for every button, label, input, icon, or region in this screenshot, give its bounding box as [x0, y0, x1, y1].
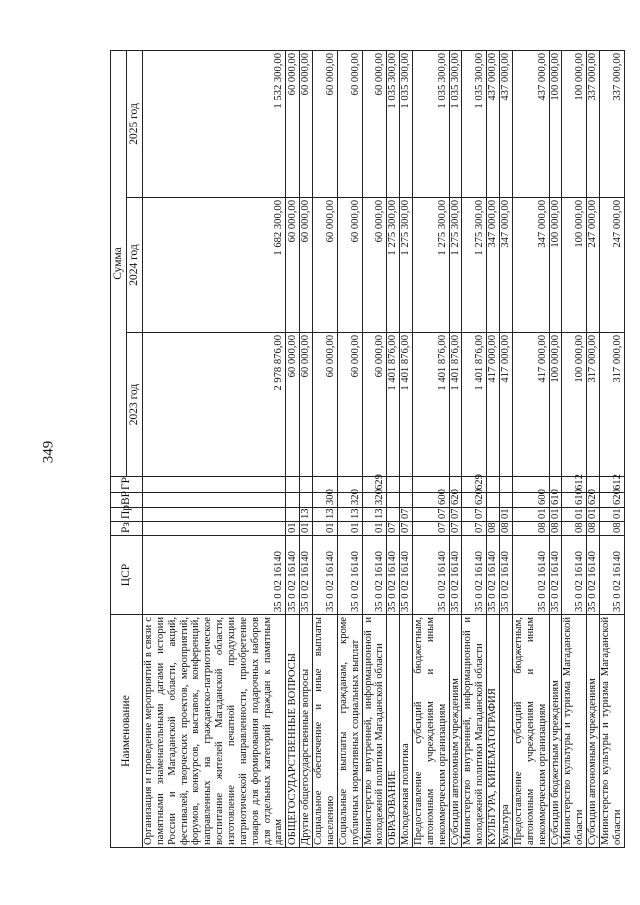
table-row [362, 50, 387, 847]
cell-pr [387, 508, 400, 522]
cell-y2025: 60 000,00 [337, 50, 362, 197]
cell-pr: 13 [300, 508, 313, 522]
cell-pr: 01 [562, 508, 587, 522]
cell-vr: 300 [313, 493, 338, 508]
cell-y2023: 60 000,00 [300, 333, 313, 477]
col-header-gr: ГР [111, 477, 143, 493]
cell-y2025: 437 000,00 [487, 50, 500, 197]
cell-y2025: 60 000,00 [313, 50, 338, 197]
cell-rz: 08 [599, 522, 624, 536]
cell-vr: 620 [587, 493, 600, 508]
cell-y2024: 1 275 300,00 [387, 198, 400, 333]
cell-csr: 35 0 02 16140 [300, 536, 313, 615]
cell-y2024: 1 275 300,00 [413, 198, 450, 333]
cell-name: Организация и проведение мероприятий в связи с памятными знаменательными датами истории России и Магаданской области, акций, фестивалей, творческих проектов, мероприятий, форумов, конкурсов, выставок, конференций, направленных на гражданско-патриотическое воспитание жителей Магаданской области, изготовление печатной продукции патриотической направленности, приобретение товаров для формирования подарочных наборов для отдельных категорий граждан к памятным датам [143, 615, 286, 848]
cell-csr: 35 0 02 16140 [413, 536, 450, 615]
rotated-table-container [110, 51, 623, 848]
cell-y2024: 100 000,00 [549, 198, 562, 333]
cell-y2025: 1 035 300,00 [413, 50, 450, 197]
cell-name: Молодежная политика [400, 615, 413, 848]
cell-y2024: 1 275 300,00 [400, 198, 413, 333]
table-row [413, 50, 450, 847]
col-header-name: Наименование [111, 615, 143, 848]
cell-rz: 08 [562, 522, 587, 536]
table-body [143, 50, 625, 847]
cell-pr: 01 [512, 508, 549, 522]
cell-vr [143, 493, 286, 508]
cell-csr: 35 0 02 16140 [143, 536, 286, 615]
col-header-csr: ЦСР [111, 536, 143, 615]
cell-y2023: 1 401 876,00 [400, 333, 413, 477]
cell-name: КУЛЬТУРА, КИНЕМАТОГРАФИЯ [487, 615, 500, 848]
cell-csr: 35 0 02 16140 [599, 536, 624, 615]
cell-name: Министерство внутренней, информационной и молодежной политики Магаданской области [362, 615, 387, 848]
col-header-sum: Сумма [111, 50, 127, 476]
budget-table [110, 50, 625, 848]
cell-rz: 08 [587, 522, 600, 536]
cell-name: Министерство культуры и туризма Магаданской области [562, 615, 587, 848]
cell-pr: 13 [313, 508, 338, 522]
cell-gr: 629 [462, 477, 487, 493]
table-row [500, 50, 513, 847]
cell-rz: 08 [512, 522, 549, 536]
cell-rz: 08 [487, 522, 500, 536]
cell-vr: 620 [449, 493, 462, 508]
cell-vr [487, 493, 500, 508]
cell-y2023: 417 000,00 [500, 333, 513, 477]
cell-gr [487, 477, 500, 493]
col-header-2025: 2025 год [127, 50, 143, 197]
cell-csr: 35 0 02 16140 [487, 536, 500, 615]
cell-csr: 35 0 02 16140 [587, 536, 600, 615]
cell-y2025: 100 000,00 [562, 50, 587, 197]
cell-y2024: 60 000,00 [362, 198, 387, 333]
cell-rz: 08 [500, 522, 513, 536]
cell-pr: 01 [599, 508, 624, 522]
cell-rz: 07 [413, 522, 450, 536]
cell-vr: 610 [562, 493, 587, 508]
cell-y2025: 337 000,00 [599, 50, 624, 197]
cell-y2023: 60 000,00 [362, 333, 387, 477]
cell-y2025: 1 035 300,00 [400, 50, 413, 197]
cell-vr [286, 493, 300, 508]
col-header-rz: Рз [111, 522, 143, 536]
header-row-top [111, 50, 127, 847]
cell-y2025: 1 532 300,00 [143, 50, 286, 197]
cell-csr: 35 0 02 16140 [449, 536, 462, 615]
cell-pr: 01 [549, 508, 562, 522]
cell-y2025: 437 000,00 [500, 50, 513, 197]
cell-y2024: 347 000,00 [487, 198, 500, 333]
cell-csr: 35 0 02 16140 [337, 536, 362, 615]
cell-pr: 13 [337, 508, 362, 522]
cell-y2024: 247 000,00 [587, 198, 600, 333]
cell-gr [300, 477, 313, 493]
table-row [300, 50, 313, 847]
cell-rz: 01 [300, 522, 313, 536]
cell-rz: 01 [337, 522, 362, 536]
cell-name: ОБЩЕГОСУДАРСТВЕННЫЕ ВОПРОСЫ [286, 615, 300, 848]
cell-y2025: 60 000,00 [286, 50, 300, 197]
cell-y2023: 100 000,00 [549, 333, 562, 477]
cell-name: Субсидии автономным учреждениям [587, 615, 600, 848]
cell-rz: 01 [313, 522, 338, 536]
cell-gr [387, 477, 400, 493]
cell-csr: 35 0 02 16140 [549, 536, 562, 615]
cell-csr: 35 0 02 16140 [512, 536, 549, 615]
cell-y2024: 1 682 300,00 [143, 198, 286, 333]
cell-y2023: 317 000,00 [599, 333, 624, 477]
cell-name: Другие общегосударственные вопросы [300, 615, 313, 848]
cell-y2024: 1 275 300,00 [462, 198, 487, 333]
table-row [599, 50, 624, 847]
table-row [462, 50, 487, 847]
table-row [487, 50, 500, 847]
cell-rz [143, 522, 286, 536]
cell-y2023: 60 000,00 [286, 333, 300, 477]
cell-rz: 01 [286, 522, 300, 536]
cell-name: Субсидии автономным учреждениям [449, 615, 462, 848]
cell-y2025: 437 000,00 [512, 50, 549, 197]
cell-vr: 600 [413, 493, 450, 508]
cell-y2023: 1 401 876,00 [413, 333, 450, 477]
cell-name: Социальные выплаты гражданам, кроме публичных нормативных социальных выплат [337, 615, 362, 848]
cell-gr: 612 [562, 477, 587, 493]
cell-name: Министерство культуры и туризма Магаданской области [599, 615, 624, 848]
cell-y2023: 317 000,00 [587, 333, 600, 477]
cell-vr: 610 [549, 493, 562, 508]
cell-gr: 612 [599, 477, 624, 493]
table-row [512, 50, 549, 847]
cell-y2023: 1 401 876,00 [387, 333, 400, 477]
cell-y2023: 100 000,00 [562, 333, 587, 477]
cell-y2023: 2 978 876,00 [143, 333, 286, 477]
table-row [449, 50, 462, 847]
cell-rz: 07 [387, 522, 400, 536]
cell-gr [400, 477, 413, 493]
table-row [337, 50, 362, 847]
cell-name: ОБРАЗОВАНИЕ [387, 615, 400, 848]
table-row [286, 50, 300, 847]
cell-y2024: 347 000,00 [512, 198, 549, 333]
cell-vr [500, 493, 513, 508]
cell-pr: 07 [413, 508, 450, 522]
table-row [549, 50, 562, 847]
cell-csr: 35 0 02 16140 [462, 536, 487, 615]
cell-y2024: 60 000,00 [337, 198, 362, 333]
cell-y2024: 100 000,00 [562, 198, 587, 333]
cell-pr: 01 [587, 508, 600, 522]
cell-csr: 35 0 02 16140 [362, 536, 387, 615]
cell-csr: 35 0 02 16140 [313, 536, 338, 615]
cell-y2023: 1 401 876,00 [462, 333, 487, 477]
cell-rz: 08 [549, 522, 562, 536]
cell-y2024: 347 000,00 [500, 198, 513, 333]
table-row [400, 50, 413, 847]
cell-gr [143, 477, 286, 493]
cell-pr: 07 [462, 508, 487, 522]
cell-y2023: 60 000,00 [313, 333, 338, 477]
cell-y2025: 1 035 300,00 [387, 50, 400, 197]
cell-y2023: 1 401 876,00 [449, 333, 462, 477]
cell-name: Предоставление субсидий бюджетным, автономным учреждениям и иным некоммерческим организациям [413, 615, 450, 848]
table-row [562, 50, 587, 847]
cell-rz: 07 [462, 522, 487, 536]
cell-pr: 07 [400, 508, 413, 522]
cell-csr: 35 0 02 16140 [500, 536, 513, 615]
cell-vr: 620 [599, 493, 624, 508]
cell-rz: 07 [449, 522, 462, 536]
cell-name: Предоставление субсидий бюджетным, автономным учреждениям и иным некоммерческим организациям [512, 615, 549, 848]
cell-name: Социальное обеспечение и иные выплаты населению [313, 615, 338, 848]
cell-csr: 35 0 02 16140 [562, 536, 587, 615]
cell-y2025: 1 035 300,00 [462, 50, 487, 197]
col-header-2023: 2023 год [127, 333, 143, 477]
cell-vr: 320 [362, 493, 387, 508]
cell-pr [286, 508, 300, 522]
cell-name: Культура [500, 615, 513, 848]
cell-name: Министерство внутренней, информационной и молодежной политики Магаданской области [462, 615, 487, 848]
page-number: 349 [40, 440, 57, 464]
cell-vr [400, 493, 413, 508]
cell-y2024: 60 000,00 [286, 198, 300, 333]
cell-gr [500, 477, 513, 493]
cell-rz: 01 [362, 522, 387, 536]
cell-vr: 600 [512, 493, 549, 508]
cell-gr [286, 477, 300, 493]
table-row [587, 50, 600, 847]
cell-name: Субсидии бюджетным учреждениям [549, 615, 562, 848]
cell-vr: 620 [462, 493, 487, 508]
table-row [143, 50, 286, 847]
cell-y2024: 60 000,00 [300, 198, 313, 333]
cell-vr [300, 493, 313, 508]
table-row [313, 50, 338, 847]
cell-pr: 13 [362, 508, 387, 522]
cell-csr: 35 0 02 16140 [387, 536, 400, 615]
cell-y2024: 1 275 300,00 [449, 198, 462, 333]
cell-y2024: 60 000,00 [313, 198, 338, 333]
cell-csr: 35 0 02 16140 [400, 536, 413, 615]
cell-pr [487, 508, 500, 522]
cell-rz: 07 [400, 522, 413, 536]
table-row [387, 50, 400, 847]
cell-y2025: 337 000,00 [587, 50, 600, 197]
cell-y2025: 1 035 300,00 [449, 50, 462, 197]
cell-y2023: 417 000,00 [487, 333, 500, 477]
cell-vr: 320 [337, 493, 362, 508]
cell-y2025: 60 000,00 [300, 50, 313, 197]
cell-csr: 35 0 02 16140 [286, 536, 300, 615]
col-header-pr: Пр [111, 508, 143, 522]
cell-pr: 01 [500, 508, 513, 522]
cell-y2023: 60 000,00 [337, 333, 362, 477]
cell-y2025: 100 000,00 [549, 50, 562, 197]
col-header-2024: 2024 год [127, 198, 143, 333]
cell-pr: 07 [449, 508, 462, 522]
cell-vr [387, 493, 400, 508]
cell-pr [143, 508, 286, 522]
col-header-vr: ВР [111, 493, 143, 508]
cell-y2023: 417 000,00 [512, 333, 549, 477]
cell-gr: 629 [362, 477, 387, 493]
cell-y2025: 60 000,00 [362, 50, 387, 197]
cell-y2024: 247 000,00 [599, 198, 624, 333]
